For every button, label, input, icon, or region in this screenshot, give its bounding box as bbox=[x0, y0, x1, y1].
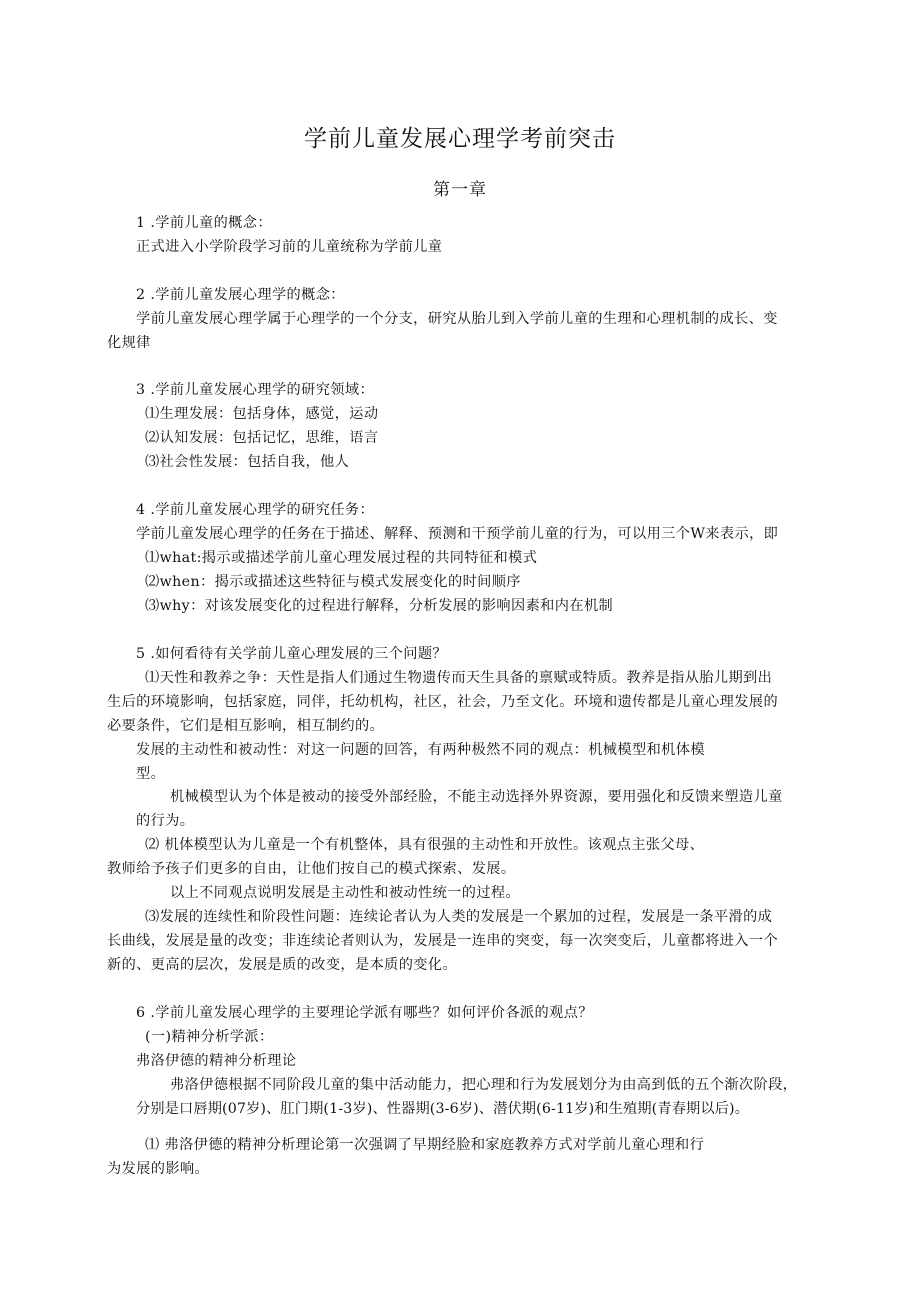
section-heading: 2 .学前儿童发展心理学的概念： bbox=[136, 287, 345, 303]
section-heading: 5 .如何看待有关学前儿童心理发展的三个问题？ bbox=[136, 646, 447, 662]
list-item: ⑵when：揭示或描述这些特征与模式发展变化的时间顺序 bbox=[145, 574, 521, 590]
chapter-heading: 第一章 bbox=[433, 180, 487, 200]
paragraph-line: 机械模型认为个体是被动的接受外部经脸，不能主动选择外界资源，要用强化和反馈来塑造儿童 bbox=[170, 789, 783, 805]
paragraph-line: 必要条件，它们是相互影响，相互制约的。 bbox=[107, 718, 385, 734]
paragraph-line: 型。 bbox=[136, 766, 166, 782]
paragraph-line: 新的、更高的层次，发展是质的改变，是本质的变化。 bbox=[107, 957, 458, 973]
list-item: ⑶社会性发展：包括自我，他人 bbox=[145, 454, 350, 470]
subsection-heading: (一)精神分析学派： bbox=[145, 1029, 274, 1045]
section-heading: 4 .学前儿童发展心理学的研究任务： bbox=[136, 502, 375, 518]
paragraph-line: 学前儿童发展心理学属于心理学的一个分支，研究从胎儿到入学前儿童的生理和心理机制的成长、变 bbox=[136, 311, 778, 327]
paragraph-line: 为发展的影响。 bbox=[107, 1161, 210, 1177]
list-item: ⑴生理发展：包括身体，感觉，运动 bbox=[145, 406, 379, 422]
paragraph-line: 以上不同观点说明发展是主动性和被动性统一的过程。 bbox=[170, 885, 521, 901]
paragraph-line: ⑴ 弗洛伊德的精神分析理论第一次强调了早期经脸和家庭教养方式对学前儿童心理和行 bbox=[145, 1137, 705, 1153]
paragraph-line: 教师给予孩子们更多的自由，让他们按自己的模式探索、发展。 bbox=[107, 861, 516, 877]
list-item: ⑴what:揭示或描述学前儿童心理发展过程的共同特征和模式 bbox=[145, 550, 538, 566]
paragraph-line: 发展的主动性和被动性：对这一问题的回答，有两种极然不同的观点：机械模型和机体模 bbox=[136, 742, 705, 758]
paragraph-line: 正式进入小学阶段学习前的儿童统称为学前儿童 bbox=[136, 239, 443, 255]
paragraph-line: 化规律 bbox=[107, 335, 151, 351]
paragraph-line: 长曲线，发展是量的改变；非连续论者则认为，发展是一连串的突变，每一次突变后，儿童都将进入一个 bbox=[107, 933, 779, 949]
document-title: 学前儿童发展心理学考前突击 bbox=[304, 126, 616, 152]
paragraph-line: 生后的环境影响，包括家庭，同伴，托幼机构，社区，社会，乃至文化。环境和遗传都是儿童心理发展的 bbox=[107, 694, 779, 710]
list-item: ⑶why：对该发展变化的过程进行解释，分析发展的影响因素和内在机制 bbox=[145, 598, 614, 614]
paragraph-line: ⑵ 机体模型认为儿童是一个有机整体，具有很强的主动性和开放性。该观点主张父母、 bbox=[145, 837, 705, 853]
list-item: ⑵认知发展：包括记忆，思维，语言 bbox=[145, 430, 379, 446]
paragraph-line: 学前儿童发展心理学的任务在于描述、解释、预测和干预学前儿童的行为，可以用三个W来表示，即 bbox=[136, 526, 779, 542]
paragraph-line: ⑶发展的连续性和阶段性问题：连续论者认为人类的发展是一个累加的过程，发展是一条平滑的成 bbox=[145, 909, 773, 925]
paragraph-line: 分别是口唇期(07岁)、肛门期(1-3岁)、性器期(3-6岁)、潜伏期(6-11岁)和生殖期(青春期以后)。 bbox=[136, 1101, 750, 1117]
paragraph-line: ⑴天性和教养之争：天性是指人们通过生物遗传而天生具备的禀赋或特质。教养是指从胎儿期到出 bbox=[145, 670, 773, 686]
section-heading: 6 .学前儿童发展心理学的主要理论学派有哪些？如何评价各派的观点？ bbox=[136, 1005, 593, 1021]
paragraph-line: 弗洛伊德根据不同阶段儿童的集中活动能力，把心理和行为发展划分为由高到低的五个渐次阶段， bbox=[170, 1077, 798, 1093]
paragraph-line: 的行为。 bbox=[136, 813, 195, 829]
section-heading: 1 .学前儿童的概念： bbox=[136, 215, 272, 231]
subsection-heading: 弗洛伊德的精神分析理论 bbox=[136, 1053, 297, 1069]
section-heading: 3 .学前儿童发展心理学的研究领域： bbox=[136, 382, 375, 398]
